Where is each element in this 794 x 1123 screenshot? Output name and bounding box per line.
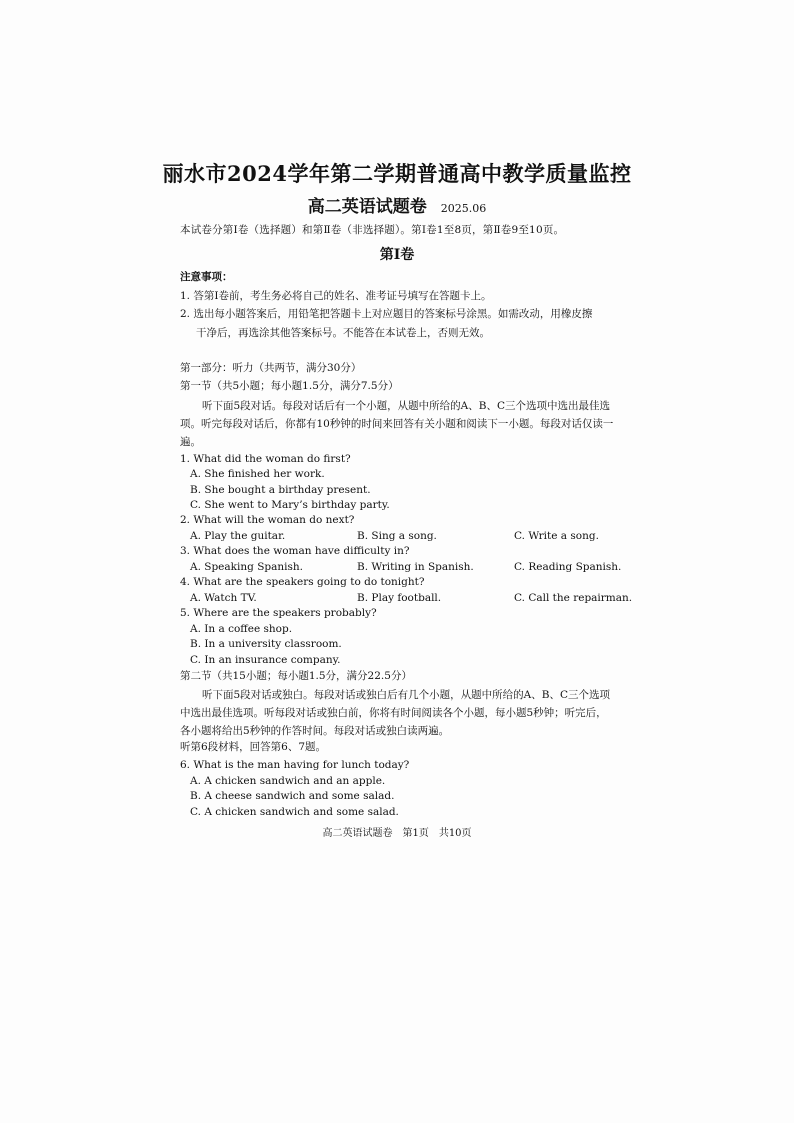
question-6-option-a: A. A chicken sandwich and an apple. — [190, 775, 386, 787]
question-5-option-c: C. In an insurance company. — [190, 654, 341, 666]
note-item-2-continued: 干净后，再选涂其他答案标号。不能答在本试卷上，否则无效。 — [196, 327, 490, 339]
question-5-option-b: B. In a university classroom. — [190, 638, 342, 650]
question-3: 3. What does the woman have difficulty in? — [180, 545, 410, 557]
exam-intro: 本试卷分第Ⅰ卷（选择题）和第Ⅱ卷（非选择题）。第Ⅰ卷1至8页，第Ⅱ卷9至10页。 — [180, 224, 565, 236]
section2-heading: 第二节（共15小题；每小题1.5分，满分22.5分） — [180, 670, 412, 682]
note-item-2: 2. 选出每小题答案后，用铅笔把答题卡上对应题目的答案标号涂黑。如需改动，用橡皮擦 — [180, 308, 593, 320]
question-4-option-a: A. Watch TV. — [190, 592, 257, 604]
question-1: 1. What did the woman do first? — [180, 453, 351, 465]
question-2: 2. What will the woman do next? — [180, 514, 355, 526]
subject-title: 高二英语试题卷 — [307, 197, 427, 217]
question-6-option-b: B. A cheese sandwich and some salad. — [190, 790, 395, 802]
section1-heading: 第一节（共5小题；每小题1.5分，满分7.5分） — [180, 380, 399, 392]
question-2-option-c: C. Write a song. — [514, 530, 599, 542]
note-item-1: 1. 答第Ⅰ卷前，考生务必将自己的姓名、准考证号填写在答题卡上。 — [180, 290, 492, 302]
section2-instructions: 听下面5段对话或独白。每段对话或独白后有几个小题，从题中所给的A、B、C三个选项中选出最佳选项。听每段对话或独白前，你将有时间阅读各个小题，每小题5秒钟；听完后，各小题将给出5秒钟的作答时间。每段对话或独白读两遍。 — [180, 689, 611, 737]
question-4-option-c: C. Call the repairman. — [514, 592, 633, 604]
notes-title: 注意事项： — [180, 271, 233, 283]
question-3-option-c: C. Reading Spanish. — [514, 561, 622, 573]
question-2-option-a: A. Play the guitar. — [190, 530, 286, 542]
question-6-option-c: C. A chicken sandwich and some salad. — [190, 806, 399, 818]
question-3-option-b: B. Writing in Spanish. — [357, 561, 474, 573]
section1-instructions: 听下面5段对话。每段对话后有一个小题，从题中所给的A、B、C三个选项中选出最佳选项。听完每段对话后，你都有10秒钟的时间来回答有关小题和阅读下一小题。每段对话仅读一遍。 — [180, 400, 614, 448]
material-6-instruction: 听第6段材料，回答第6、7题。 — [180, 741, 327, 753]
question-5-option-a: A. In a coffee shop. — [190, 623, 293, 635]
part1-heading: 第一部分：听力（共两节，满分30分） — [180, 362, 362, 374]
exam-date: 2025.06 — [440, 202, 487, 215]
page-footer: 高二英语试题卷 第1页 共10页 — [322, 828, 472, 839]
question-4-option-b: B. Play football. — [357, 592, 442, 604]
exam-title: 丽水市2024学年第二学期普通高中教学质量监控 — [162, 161, 632, 186]
question-6: 6. What is the man having for lunch today? — [180, 759, 410, 771]
question-4: 4. What are the speakers going to do tonight? — [180, 576, 425, 588]
volume-heading: 第Ⅰ卷 — [379, 247, 415, 263]
question-1-option-a: A. She finished her work. — [190, 468, 325, 480]
question-3-option-a: A. Speaking Spanish. — [190, 561, 303, 573]
question-1-option-b: B. She bought a birthday present. — [190, 484, 371, 496]
question-5: 5. Where are the speakers probably? — [180, 607, 377, 619]
question-1-option-c: C. She went to Mary’s birthday party. — [190, 499, 390, 511]
question-2-option-b: B. Sing a song. — [357, 530, 437, 542]
exam-subtitle — [0, 192, 794, 217]
